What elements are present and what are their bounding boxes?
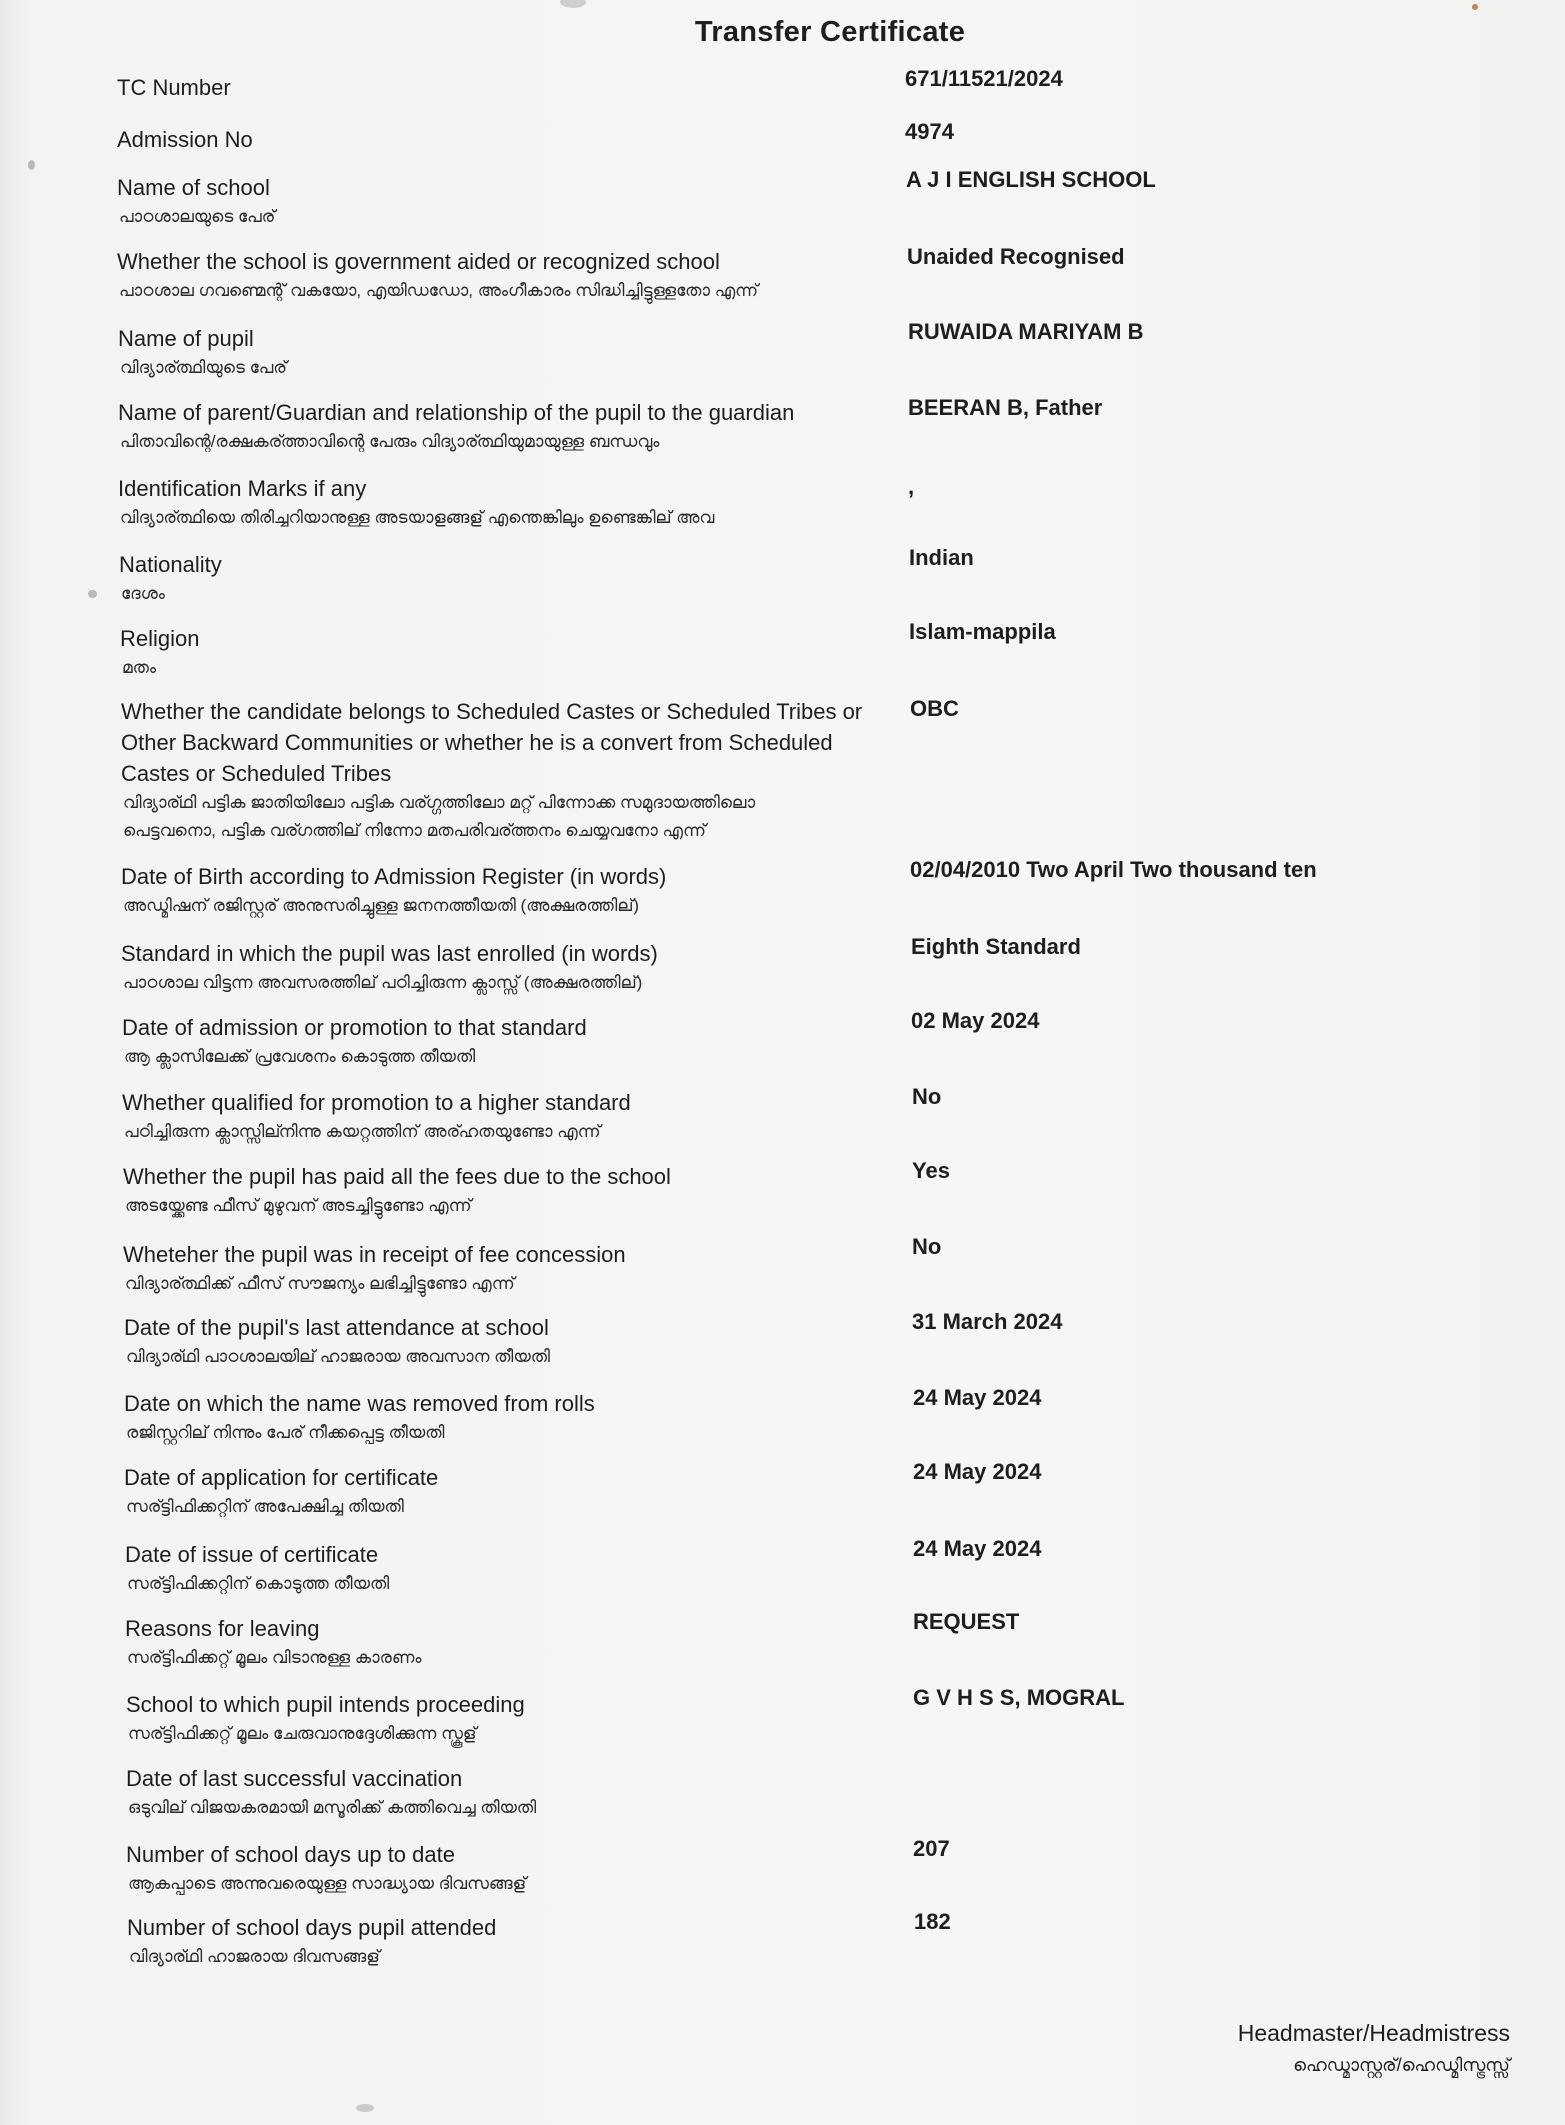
field-value: 02 May 2024 (911, 1008, 1040, 1033)
field-label: TC Number (117, 75, 231, 100)
field-label: Admission No (117, 127, 253, 152)
scan-speck (560, 0, 586, 8)
field-label-malayalam: വിദ്യാര്ഥി പട്ടിക ജാതിയിലോ പട്ടിക വര്ഗ്ഗത്തിലോ മറ്റ് പിന്നോക്ക സമുദായത്തിലൊ പെട്ടവനൊ, പട്ടിക വര്ഗത്തില് നിന്നോ മതപരിവര്ത്തനം ചെയ്യവനോ എന്ന് (123, 793, 756, 840)
scan-speck (28, 160, 35, 170)
field-value: RUWAIDA MARIYAM B (908, 319, 1144, 344)
field-value: 671/11521/2024 (905, 66, 1063, 91)
field-label: Whether the pupil has paid all the fees due to the school (123, 1164, 671, 1189)
field-label-malayalam: ഒടുവില് വിജയകരമായി മസൂരിക്ക് കത്തിവെച്ച തിയതി (128, 1798, 537, 1817)
field-value: Indian (909, 545, 974, 570)
field-label: Name of parent/Guardian and relationship of the pupil to the guardian (118, 400, 795, 425)
field-label-malayalam: വിദ്യാര്ഥി ഹാജരായ ദിവസങ്ങള് (129, 1947, 380, 1966)
signatory-title-malayalam: ഹെഡ്മാസ്റ്റര്/ഹെഡ്മിസ്ട്രസ്സ് (1293, 2055, 1510, 2075)
field-label: Identification Marks if any (118, 476, 367, 501)
field-label: Reasons for leaving (125, 1616, 320, 1641)
field-label: Number of school days up to date (126, 1842, 455, 1867)
field-value: 31 March 2024 (912, 1309, 1063, 1334)
field-label-malayalam: വിദ്യാര്ത്ഥിയെ തിരിച്ചറിയാനുള്ള അടയാളങ്ങള് എന്തെങ്കിലും ഉണ്ടെങ്കില് അവ (120, 508, 715, 527)
field-value: OBC (910, 696, 959, 721)
signature-block (1238, 2016, 1510, 2080)
field-value: Unaided Recognised (907, 244, 1125, 269)
document-title: Transfer Certificate (694, 16, 966, 48)
field-value: REQUEST (913, 1609, 1020, 1634)
field-label-malayalam: മതം (122, 658, 157, 677)
field-label-malayalam: വിദ്യാര്ത്ഥിയുടെ പേര് (120, 358, 287, 377)
field-label-malayalam: പഠിച്ചിരുന്ന ക്ലാസ്സില്നിന്നു കയറ്റത്തിന് അര്ഹതയുണ്ടോ എന്ന് (124, 1122, 601, 1141)
field-label-malayalam: സര്ട്ടിഫിക്കറ്റിന് അപേക്ഷിച്ച തിയതി (126, 1497, 404, 1516)
field-label-malayalam: രജിസ്റ്ററില് നിന്നും പേര് നീക്കപ്പെട്ട തീയതി (126, 1423, 445, 1442)
field-value: 02/04/2010 Two April Two thousand ten (910, 857, 1317, 882)
field-label: Date of application for certificate (124, 1465, 439, 1490)
field-value: G V H S S, MOGRAL (913, 1685, 1125, 1710)
field-label: Nationality (119, 552, 222, 577)
field-label-malayalam: സര്ട്ടിഫിക്കറ്റ് മൂലം ചേരുവാനുദ്ദേശിക്കുന്ന സ്കൂള് (128, 1724, 477, 1743)
field-label-malayalam: ആകപ്പാടെ അന്നുവരെയുള്ള സാദ്ധ്യായ ദിവസങ്ങള് (128, 1874, 527, 1893)
field-label: Number of school days pupil attended (127, 1915, 497, 1940)
field-label-malayalam: സര്ട്ടിഫിക്കറ്റിന് കൊടുത്ത തീയതി (127, 1574, 390, 1593)
field-label-malayalam: അഡ്മിഷന് രജിസ്റ്റര് അനുസരിച്ചുള്ള ജനനത്തീയതി (അക്ഷരത്തില്) (123, 896, 640, 915)
field-label-malayalam: പാഠശാല ഗവണ്മെന്റ് വകയോ, എയിഡഡോ, അംഗീകാരം സിദ്ധിച്ചിട്ടുള്ളതോ എന്ന് (119, 281, 759, 300)
field-value: Islam-mappila (909, 619, 1056, 644)
field-value: BEERAN B, Father (908, 395, 1103, 420)
field-label: Name of school (117, 175, 270, 200)
field-value: 24 May 2024 (913, 1385, 1042, 1410)
field-label: Standard in which the pupil was last enrolled (in words) (121, 941, 658, 966)
field-value: A J I ENGLISH SCHOOL (906, 167, 1156, 192)
signatory-title: Headmaster/Headmistress (1237, 2020, 1510, 2046)
field-value: No (912, 1234, 942, 1259)
field-label-malayalam: പാഠശാലയുടെ പേര് (119, 207, 276, 226)
field-label-malayalam: അടയ്ക്കേണ്ട ഫീസ് മുഴുവന് അടച്ചിട്ടുണ്ടോ എന്ന് (125, 1196, 472, 1215)
field-label-malayalam: സര്ട്ടിഫിക്കറ്റ് മൂലം വിടാനുള്ള കാരണം (127, 1648, 422, 1667)
field-value: 24 May 2024 (913, 1536, 1042, 1561)
field-label: Whether the school is government aided or recognized school (117, 249, 720, 274)
field-label: Date of the pupil's last attendance at school (124, 1315, 549, 1340)
field-label: Date of last successful vaccination (126, 1766, 463, 1791)
field-label: Date of admission or promotion to that standard (122, 1015, 587, 1040)
field-value: Eighth Standard (911, 934, 1081, 959)
field-label: Date on which the name was removed from rolls (124, 1391, 595, 1416)
field-value: 24 May 2024 (913, 1459, 1042, 1484)
field-label-malayalam: പാഠശാല വിട്ടന്ന അവസരത്തില് പഠിച്ചിരുന്ന ക്ലാസ്സ് (അക്ഷരത്തില്) (123, 973, 643, 992)
field-value: No (912, 1084, 942, 1109)
field-label: School to which pupil intends proceeding (126, 1692, 525, 1717)
field-label: Name of pupil (118, 326, 254, 351)
field-value: 207 (913, 1836, 950, 1861)
field-label-malayalam: ദേശം (121, 584, 165, 603)
field-value: 182 (914, 1909, 951, 1934)
scan-speck (1472, 4, 1478, 10)
field-label: Wheteher the pupil was in receipt of fee concession (123, 1242, 626, 1267)
field-label-malayalam: പിതാവിന്റെ/രക്ഷകര്ത്താവിന്റെ പേരും വിദ്യാര്ത്ഥിയുമായുള്ള ബന്ധവും (120, 432, 660, 451)
field-label: Date of issue of certificate (125, 1542, 379, 1567)
field-label: Whether the candidate belongs to Scheduled Castes or Scheduled Tribes or Other Backward Communities or whether he is a convert from Scheduled Castes or Scheduled Tribes (121, 699, 863, 786)
scan-speck (88, 590, 97, 598)
field-label-malayalam: ആ ക്ലാസിലേക്ക് പ്രവേശനം കൊടുത്ത തീയതി (124, 1047, 476, 1066)
scan-speck (356, 2104, 374, 2112)
field-label-malayalam: വിദ്യാര്ഥി പാഠശാലയില് ഹാജരായ അവസാന തീയതി (126, 1347, 550, 1366)
field-value: Yes (912, 1158, 950, 1183)
field-value: , (908, 474, 915, 499)
field-label: Whether qualified for promotion to a higher standard (122, 1090, 631, 1115)
field-label: Date of Birth according to Admission Register (in words) (121, 864, 667, 889)
field-label-malayalam: വിദ്യാര്ത്ഥിക്ക് ഫീസ് സൗജന്യം ലഭിച്ചിട്ടുണ്ടോ എന്ന് (125, 1274, 515, 1293)
field-label: Religion (120, 626, 200, 651)
field-value: 4974 (905, 119, 954, 144)
